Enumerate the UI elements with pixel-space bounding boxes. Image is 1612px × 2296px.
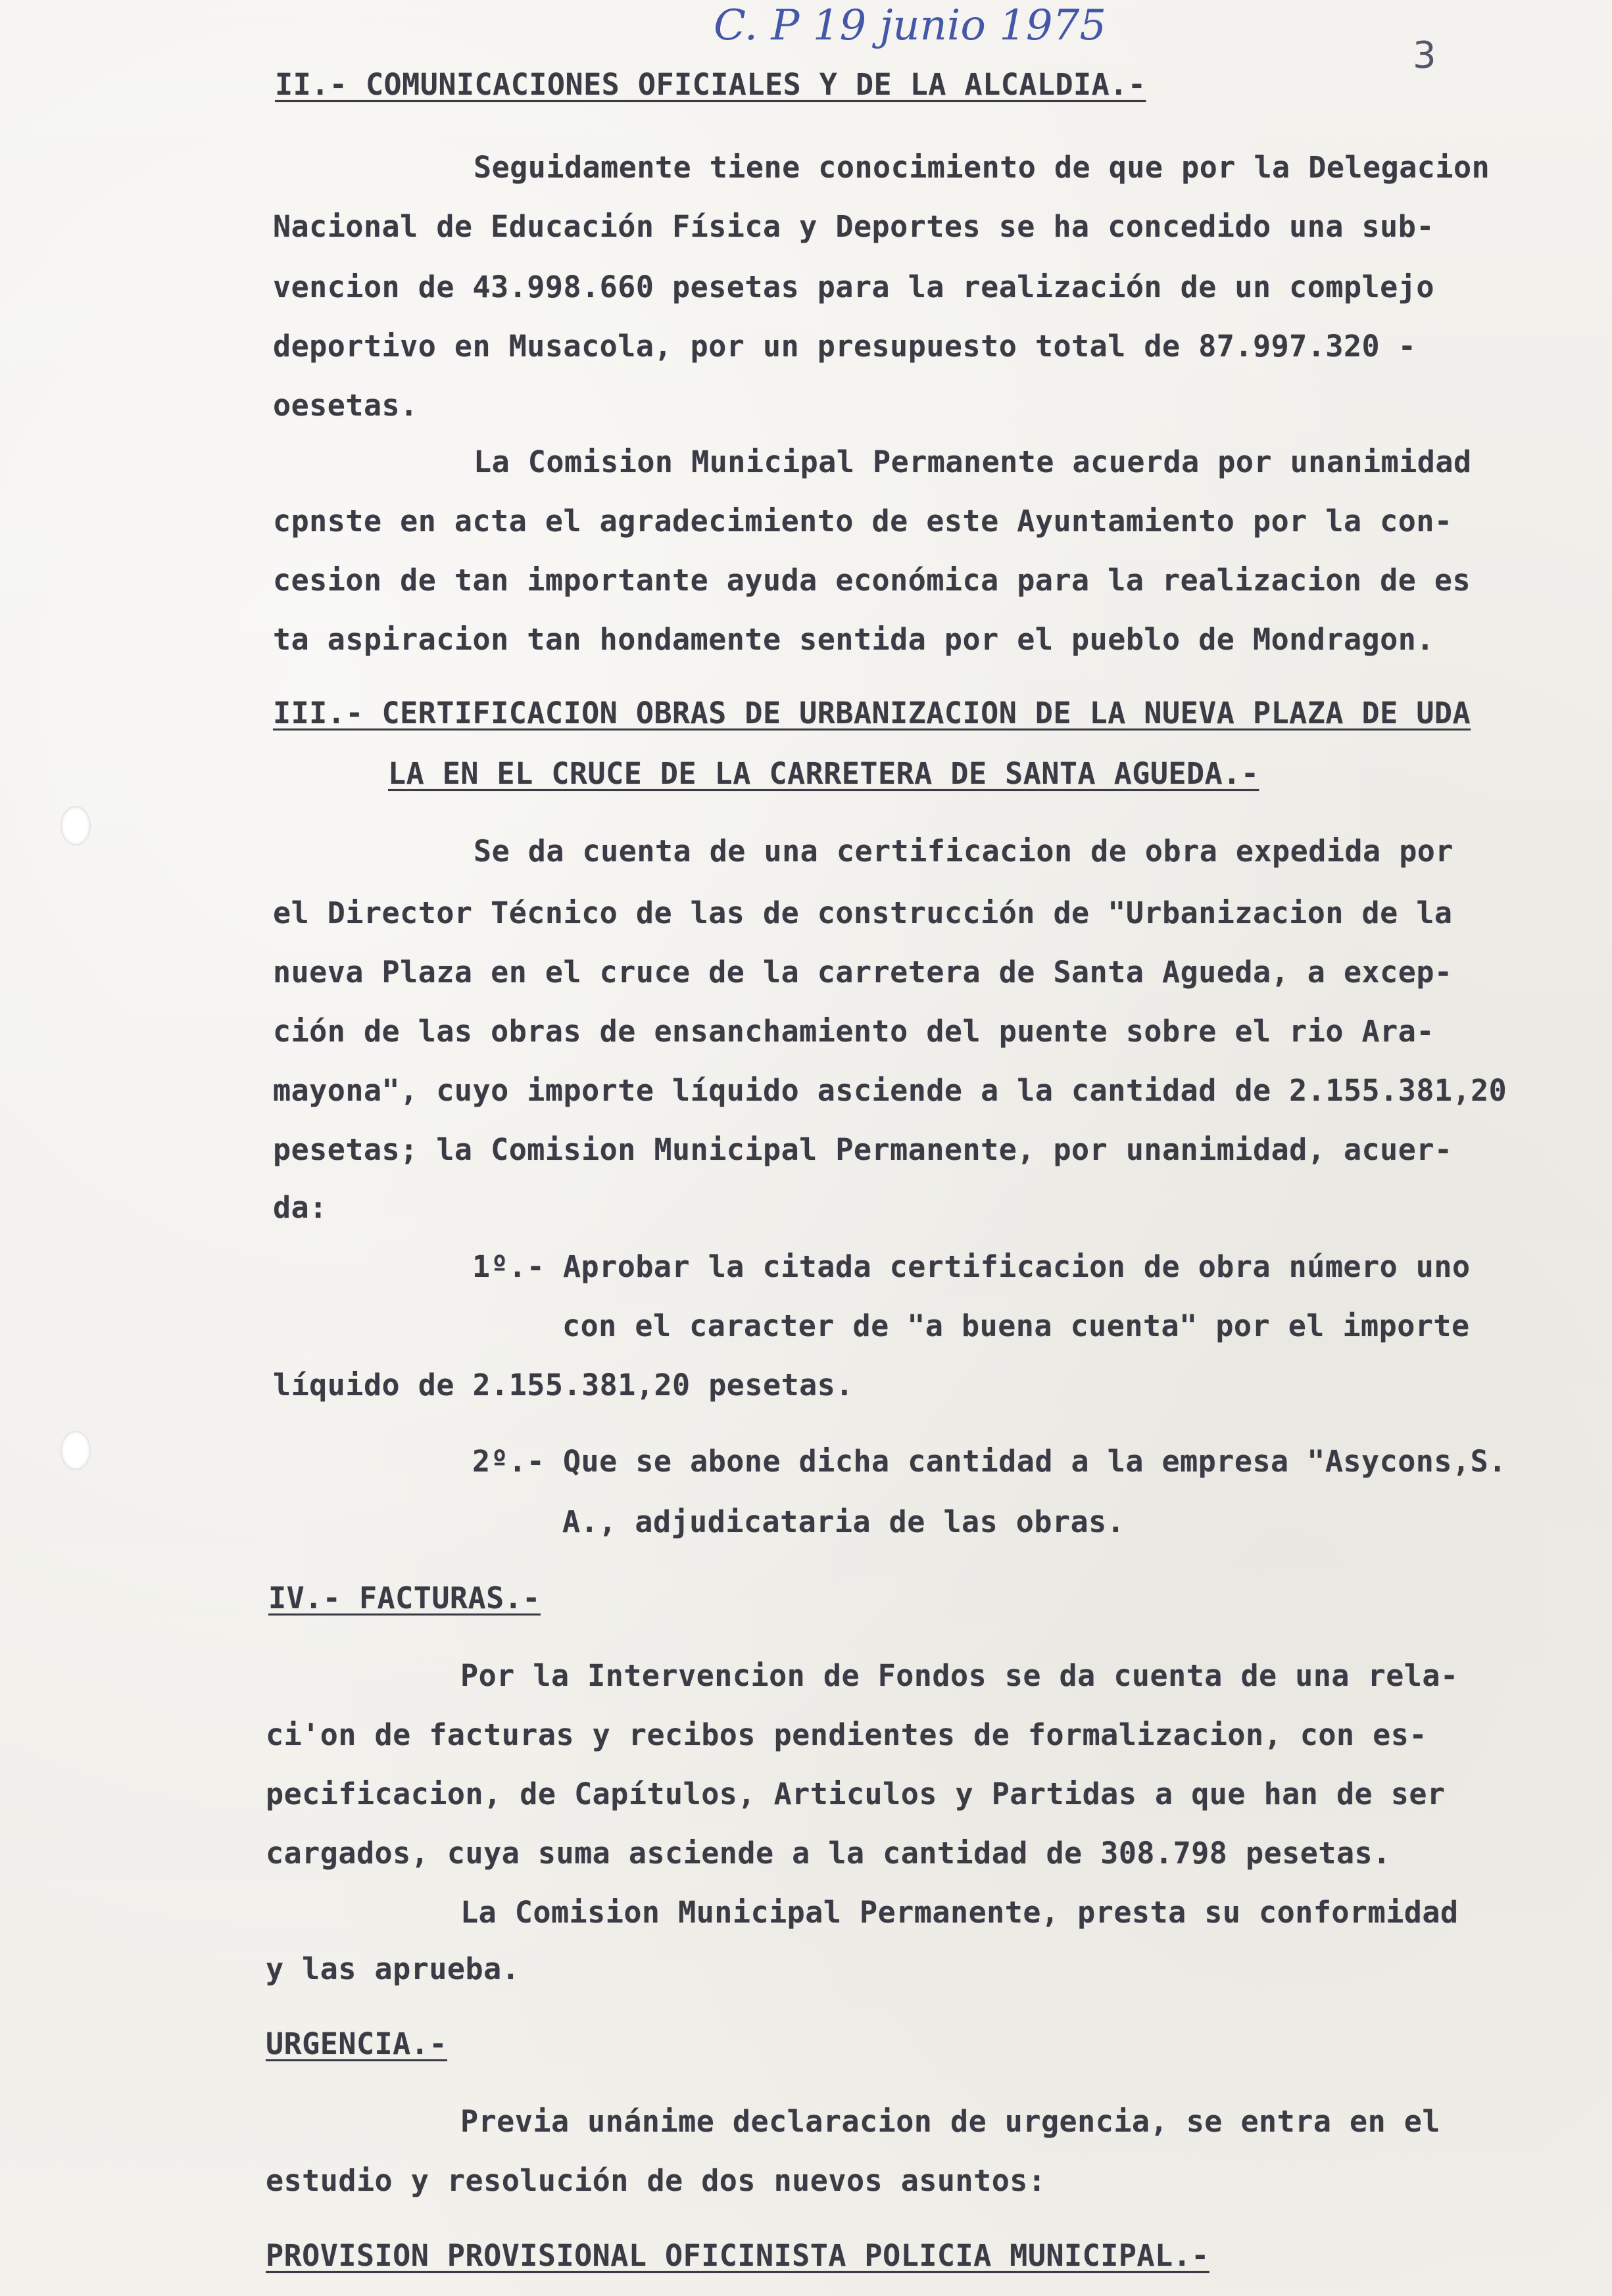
section-heading-iv: IV.- FACTURAS.- <box>268 1581 541 1615</box>
text-line: 1º.- Aprobar la citada certificacion de obra número uno <box>472 1249 1471 1284</box>
text-line: ción de las obras de ensanchamiento del puente sobre el rio Ara- <box>273 1014 1434 1049</box>
text-line: ci'on de facturas y recibos pendientes de formalizacion, con es- <box>266 1717 1427 1752</box>
text-line: mayona", cuyo importe líquido asciende a la cantidad de 2.155.381,20 <box>273 1073 1507 1108</box>
text-line: Por la Intervencion de Fondos se da cuenta de una rela- <box>460 1658 1459 1693</box>
punch-hole-bottom <box>61 1431 91 1470</box>
text-line: nueva Plaza en el cruce de la carretera de Santa Agueda, a excep- <box>273 955 1453 990</box>
text-line: pecificacion, de Capítulos, Articulos y Partidas a que han de ser <box>266 1777 1446 1811</box>
text-line: pesetas; la Comision Municipal Permanente, por unanimidad, acuer- <box>273 1132 1453 1167</box>
section-heading-urgencia: URGENCIA.- <box>266 2026 447 2061</box>
text-line: estudio y resolución de dos nuevos asuntos: <box>266 2163 1046 2198</box>
text-line: el Director Técnico de las de construcción de "Urbanizacion de la <box>273 896 1453 930</box>
text-line: ta aspiracion tan hondamente sentida por el pueblo de Mondragon. <box>273 622 1434 657</box>
text-line: Nacional de Educación Física y Deportes se ha concedido una sub- <box>273 209 1434 244</box>
text-line: oesetas. <box>273 388 418 423</box>
page-number: 3 <box>1413 34 1436 77</box>
handwritten-date-note: C. P 19 junio 1975 <box>714 1 1107 50</box>
text-line: Previa unánime declaracion de urgencia, se entra en el <box>460 2104 1440 2139</box>
section-heading-iii-cont: LA EN EL CRUCE DE LA CARRETERA DE SANTA AGUEDA.- <box>388 756 1259 791</box>
section-heading-ii: II.- COMUNICACIONES OFICIALES Y DE LA ALCALDIA.- <box>275 67 1146 102</box>
text-line: A., adjudicataria de las obras. <box>562 1504 1125 1539</box>
text-line: Se da cuenta de una certificacion de obra expedida por <box>474 834 1453 869</box>
section-heading-iii: III.- CERTIFICACION OBRAS DE URBANIZACION DE LA NUEVA PLAZA DE UDA <box>273 696 1471 730</box>
text-line: vencion de 43.998.660 pesetas para la realización de un complejo <box>273 270 1434 304</box>
text-line: Seguidamente tiene conocimiento de que por la Delegacion <box>474 150 1490 185</box>
text-line: cargados, cuya suma asciende a la cantidad de 308.798 pesetas. <box>266 1836 1391 1871</box>
text-line: 2º.- Que se abone dicha cantidad a la empresa "Asycons,S. <box>472 1444 1507 1479</box>
text-line: da: <box>273 1190 328 1225</box>
section-heading-provision: PROVISION PROVISIONAL OFICINISTA POLICIA MUNICIPAL.- <box>266 2238 1209 2273</box>
text-line: La Comision Municipal Permanente acuerda por unanimidad <box>474 444 1472 479</box>
text-line: deportivo en Musacola, por un presupuesto total de 87.997.320 - <box>273 329 1417 364</box>
text-line: y las aprueba. <box>266 1951 520 1986</box>
text-line: cesion de tan importante ayuda económica para la realizacion de es <box>273 563 1471 598</box>
text-line: líquido de 2.155.381,20 pesetas. <box>273 1368 854 1402</box>
punch-hole-top <box>61 806 91 846</box>
text-line: con el caracter de "a buena cuenta" por el importe <box>562 1308 1470 1343</box>
text-line: La Comision Municipal Permanente, presta su conformidad <box>460 1895 1459 1930</box>
text-line: cpnste en acta el agradecimiento de este Ayuntamiento por la con- <box>273 504 1453 538</box>
